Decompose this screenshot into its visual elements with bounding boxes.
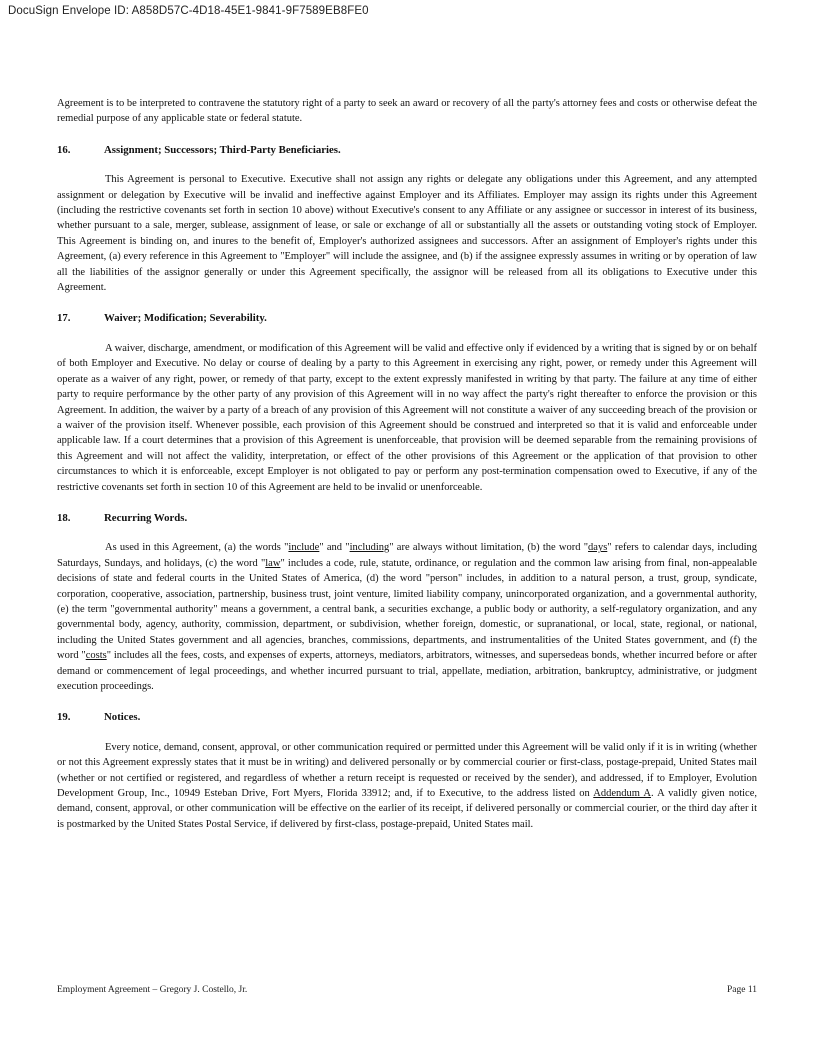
section-19-text-part: Every notice, demand, consent, approval, or other communication required or permitted under this Agreement will be valid only if it is in writing (whether or not this Agreement expressly states that it must be in writing) and delivered personally or by commercial courier or first-class, postage-prepaid, United States mail (whether or not certified or registered, and regardless of whether a return receipt is requested or received by the sender), and addressed, if to Employer, Evolution Development Group, Inc., 10949 Esteban Drive, Fort Myers, Florida 33912; and, if to Executive, to the address listed on [57,741,757,800]
section-17-title: Waiver; Modification; Severability. [104,312,267,325]
section-18-text-part: " are always without limitation, (b) the word " [389,542,589,554]
section-19-text [57,740,757,832]
section-16-number: 16. [57,143,71,156]
section-18-text [57,540,757,694]
footer-page-number: Page 11 [727,985,757,995]
defined-term-including: including [349,542,390,554]
continuation-paragraph: Agreement is to be interpreted to contravene the statutory right of a party to seek an award or recovery of all the party's attorney fees and costs or otherwise defeat the remedial purpose of any applicable state or federal statute. [57,98,757,125]
section-19-number: 19. [57,711,71,724]
section-18-text-part: " includes all the fees, costs, and expenses of experts, attorneys, mediators, arbitrators, witnesses, and supersedeas bonds, whether incurred before or after demand or commencement of legal proceedings, and whether incurred pursuant to trial, appellate, mediation, arbitration, bankruptcy, administrative, or judgment execution proceedings. [57,650,757,692]
section-18-title: Recurring Words. [104,511,188,524]
section-18-text-part: " includes a code, rule, statute, ordinance, or regulation and the common law arising from final, non-appealable decisions of state and federal courts in the United States of America, (d) the word "person" includes, in addition to a natural person, a trust, group, syndicate, corporation, cooperative, association, partnership, business trust, joint venture, limited liability company, unincorporated organization, and a governmental authority, (e) the term "governmental authority" means a government, a central bank, a securities exchange, a public body or authority, a self-regulatory organization, and any governmental body, agency, authority, commission, department, or subdivision, whether foreign, domestic, or supranational, or local, state, regional, or national, including the United States government and all agencies, branches, commissions, departments, and instrumentalities of the United States government, and (f) the word " [57,557,757,662]
section-19-heading [57,710,757,725]
section-18-text-part: As used in this Agreement, (a) the words " [105,542,289,554]
defined-term-days: days [588,542,608,554]
defined-term-include: include [288,542,320,554]
section-19-text-part: . A validly given notice, demand, consent, approval, or other communication will be effective on the earlier of its receipt, if delivered personally or commercial courier, or the third day after it is postmarked by the United States Postal Service, if delivered by first-class, postage-prepaid, United States mail. [57,788,757,830]
section-16-heading [57,143,757,158]
document-body [57,96,757,832]
section-18-text-part: " and " [319,542,350,554]
section-17-number: 17. [57,312,71,325]
section-19-title: Notices. [104,711,141,724]
section-16-title: Assignment; Successors; Third-Party Beneficiaries. [104,143,341,156]
section-17-heading [57,311,757,326]
footer-document-title: Employment Agreement – Gregory J. Costello, Jr. [57,985,248,995]
addendum-a-reference: Addendum A [593,788,651,800]
envelope-id-header: DocuSign Envelope ID: A858D57C-4D18-45E1-9841-9F7589EB8FE0 [8,5,369,17]
section-18-text-part: " refers to calendar days, including Saturdays, Sundays, and holidays, (c) the word " [57,542,757,569]
section-16-text: This Agreement is personal to Executive. Executive shall not assign any rights or delegate any obligations under this Agreement, and any attempted assignment or delegation by Executive will be invalid and ineffective against Employer and its Affiliates. Employer may assign its rights under this Agreement (including the restrictive covenants set forth in section 10 above) without Executive's consent to any Affiliate or any assignee or successor in interest of its business, whether pursuant to a sale, merger, sublease, assignment of lease, or sale or exchange of all or substantially all the assets or outstanding voting stock of Employer. This Agreement is binding on, and inures to the benefit of, Employer's authorized assignees and successors. After an assignment of Employer's rights under this Agreement, (a) every reference in this Agreement to "Employer" will include the assignee, and (b) if the assignee expressly assumes in writing or by operation of law all the liabilities of the assignor generally or under this Agreement specifically, the assignor will be released from all its obligations to Executive under this Agreement. [57,174,757,294]
section-18-number: 18. [57,511,71,524]
defined-term-costs: costs [85,650,107,662]
defined-term-law: law [265,557,281,569]
section-17-text: A waiver, discharge, amendment, or modification of this Agreement will be valid and effective only if evidenced by a writing that is signed by or on behalf of both Employer and Executive. No delay or course of dealing by a party to this Agreement in exercising any right, power, or remedy under this Agreement will operate as a waiver of any right, power, or remedy of that party, except to the extent expressly manifested in writing by that party. The failure at any time of either party to require performance by the other party of any provision of this Agreement will in no way affect the party's right thereafter to enforce the provision or this Agreement. In addition, the waiver by a party of a breach of any provision of this Agreement will not constitute a waiver of any succeeding breach of the provision or a waiver of the provision itself. Whenever possible, each provision of this Agreement should be construed and interpreted so that it is valid and enforceable under applicable law. If a court determines that a provision of this Agreement is unenforceable, that provision will be deemed separable from the remaining provisions of this Agreement and will not affect the validity, interpretation, or effect of the other provisions of this Agreement or the application of that provision to other circumstances to which it is enforceable, except Employer is not obligated to pay or perform any post-termination compensation owed to Executive, if any of the restrictive covenants set forth in section 10 of this Agreement are held to be invalid or unenforceable. [57,342,757,493]
section-18-heading [57,511,757,526]
